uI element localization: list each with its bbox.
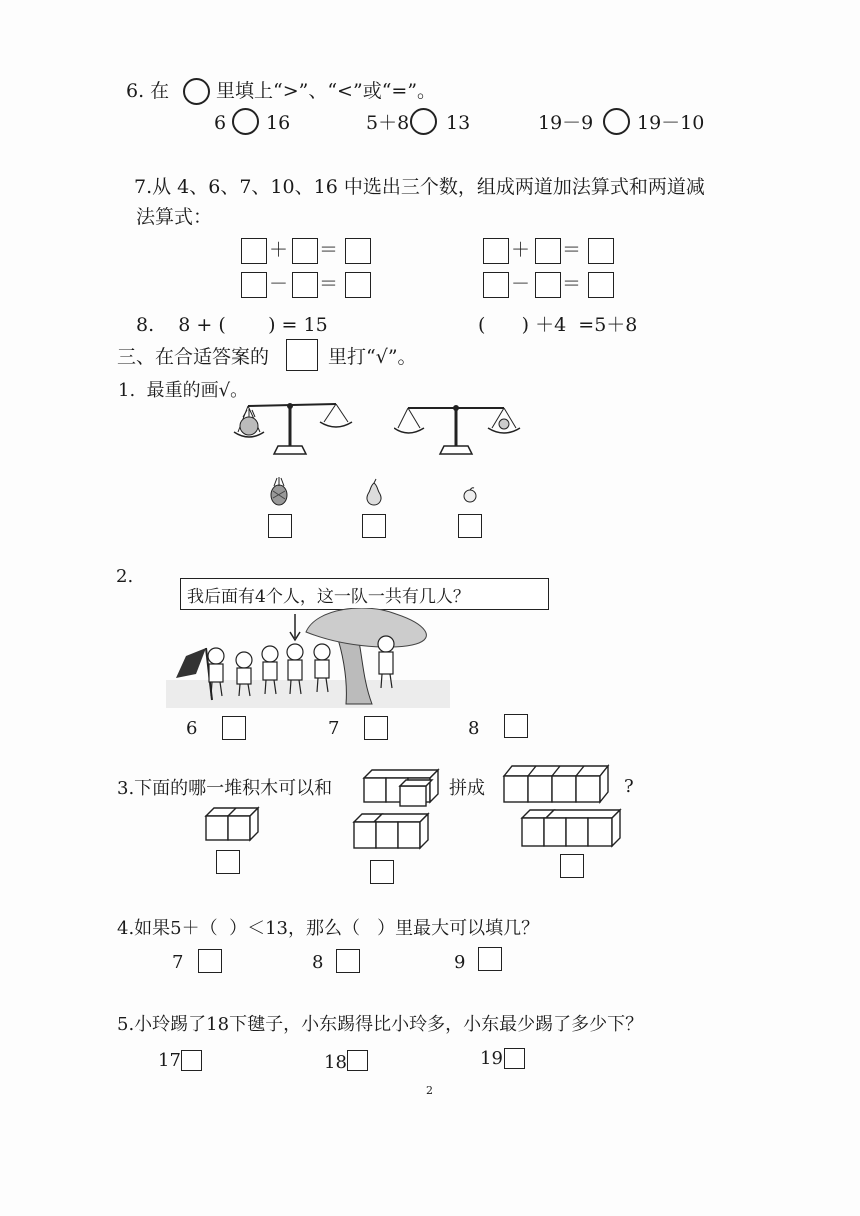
answer-box xyxy=(286,339,318,371)
answer-box[interactable] xyxy=(292,272,318,298)
plus-sign: ＋ xyxy=(511,239,531,261)
answer-box[interactable] xyxy=(458,514,482,538)
answer-box[interactable] xyxy=(292,238,318,264)
section3-title-b: 里打“√”。 xyxy=(328,346,417,368)
plus-sign: ＋ xyxy=(269,239,289,261)
answer-box[interactable] xyxy=(588,238,614,264)
pear-icon xyxy=(362,478,386,506)
q6-prompt-a: 6. 在 xyxy=(126,80,170,102)
answer-box[interactable] xyxy=(241,272,267,298)
balance-scale-icon xyxy=(228,398,358,460)
q6-prompt-b: 里填上“>”、“<”或“=”。 xyxy=(216,80,437,102)
answer-box[interactable] xyxy=(336,949,360,973)
q8-right: ( ) ＋4 =5＋8 xyxy=(478,314,638,336)
answer-box[interactable] xyxy=(504,714,528,738)
page-number: 2 xyxy=(426,1084,433,1097)
answer-box[interactable] xyxy=(241,238,267,264)
answer-box[interactable] xyxy=(181,1050,202,1071)
option-label: 6 xyxy=(186,718,198,739)
block-option-icon xyxy=(204,806,260,842)
q7-line1: 7.从 4、6、7、10、16 中选出三个数，组成两道加法算式和两道减 xyxy=(134,176,705,198)
p3-text-b: 拼成 xyxy=(449,778,485,799)
option-label: 8 xyxy=(312,952,324,973)
answer-box[interactable] xyxy=(345,272,371,298)
option-label: 8 xyxy=(468,718,480,739)
q6-item: 13 xyxy=(446,112,471,134)
block-shape-icon xyxy=(362,768,442,808)
p5-question: 5.小玲踢了18下毽子，小东踢得比小玲多，小东最少踢了多少下？ xyxy=(117,1014,644,1035)
option-label: 9 xyxy=(454,952,466,973)
p3-text-a: 3.下面的哪一堆积木可以和 xyxy=(117,778,333,799)
answer-box[interactable] xyxy=(535,238,561,264)
peach-icon xyxy=(460,486,480,504)
answer-box[interactable] xyxy=(370,860,394,884)
section3-title-a: 三、在合适答案的 xyxy=(117,346,270,368)
answer-circle[interactable] xyxy=(183,78,210,105)
answer-box[interactable] xyxy=(535,272,561,298)
q6-item: 19－9 xyxy=(538,112,594,134)
balance-scale-icon xyxy=(394,402,524,460)
pineapple-icon xyxy=(266,476,292,506)
answer-box[interactable] xyxy=(560,854,584,878)
answer-box[interactable] xyxy=(483,238,509,264)
option-label: 18 xyxy=(324,1052,347,1073)
equals-sign: ＝ xyxy=(562,239,582,261)
answer-box[interactable] xyxy=(588,272,614,298)
option-label: 7 xyxy=(172,952,184,973)
q6-item: 6 xyxy=(214,112,227,134)
speech-bubble-text: 我后面有4个人，这一队一共有几人？ xyxy=(187,587,470,607)
queue-illustration xyxy=(166,608,450,708)
answer-box[interactable] xyxy=(478,947,502,971)
option-label: 19 xyxy=(480,1048,503,1069)
answer-box[interactable] xyxy=(362,514,386,538)
block-option-icon xyxy=(352,810,432,850)
answer-box[interactable] xyxy=(345,238,371,264)
answer-box[interactable] xyxy=(504,1048,525,1069)
minus-sign: － xyxy=(511,273,531,295)
answer-box[interactable] xyxy=(347,1050,368,1071)
compare-circle[interactable] xyxy=(603,108,630,135)
option-label: 7 xyxy=(328,718,340,739)
p2-number: 2. xyxy=(116,566,134,587)
p4-question: 4.如果5＋（ ）＜13，那么（ ）里最大可以填几？ xyxy=(117,918,540,939)
answer-box[interactable] xyxy=(222,716,246,740)
answer-box[interactable] xyxy=(268,514,292,538)
p3-text-c: ? xyxy=(624,776,634,797)
answer-box[interactable] xyxy=(198,949,222,973)
block-shape-icon xyxy=(502,764,612,804)
p1-title: 1. 最重的画√。 xyxy=(118,380,249,401)
answer-box[interactable] xyxy=(216,850,240,874)
q6-item: 16 xyxy=(266,112,291,134)
block-option-icon xyxy=(520,806,624,848)
equals-sign: ＝ xyxy=(319,239,339,261)
answer-box[interactable] xyxy=(483,272,509,298)
q7-line2: 法算式： xyxy=(136,206,213,228)
option-label: 17 xyxy=(158,1050,181,1071)
q8-left: 8. 8 + ( ) = 15 xyxy=(136,314,328,336)
q6-item: 5＋8 xyxy=(366,112,410,134)
compare-circle[interactable] xyxy=(410,108,437,135)
speech-bubble xyxy=(180,578,549,610)
q6-item: 19－10 xyxy=(637,112,705,134)
answer-box[interactable] xyxy=(364,716,388,740)
compare-circle[interactable] xyxy=(232,108,259,135)
equals-sign: ＝ xyxy=(319,273,339,295)
equals-sign: ＝ xyxy=(562,273,582,295)
minus-sign: － xyxy=(269,273,289,295)
